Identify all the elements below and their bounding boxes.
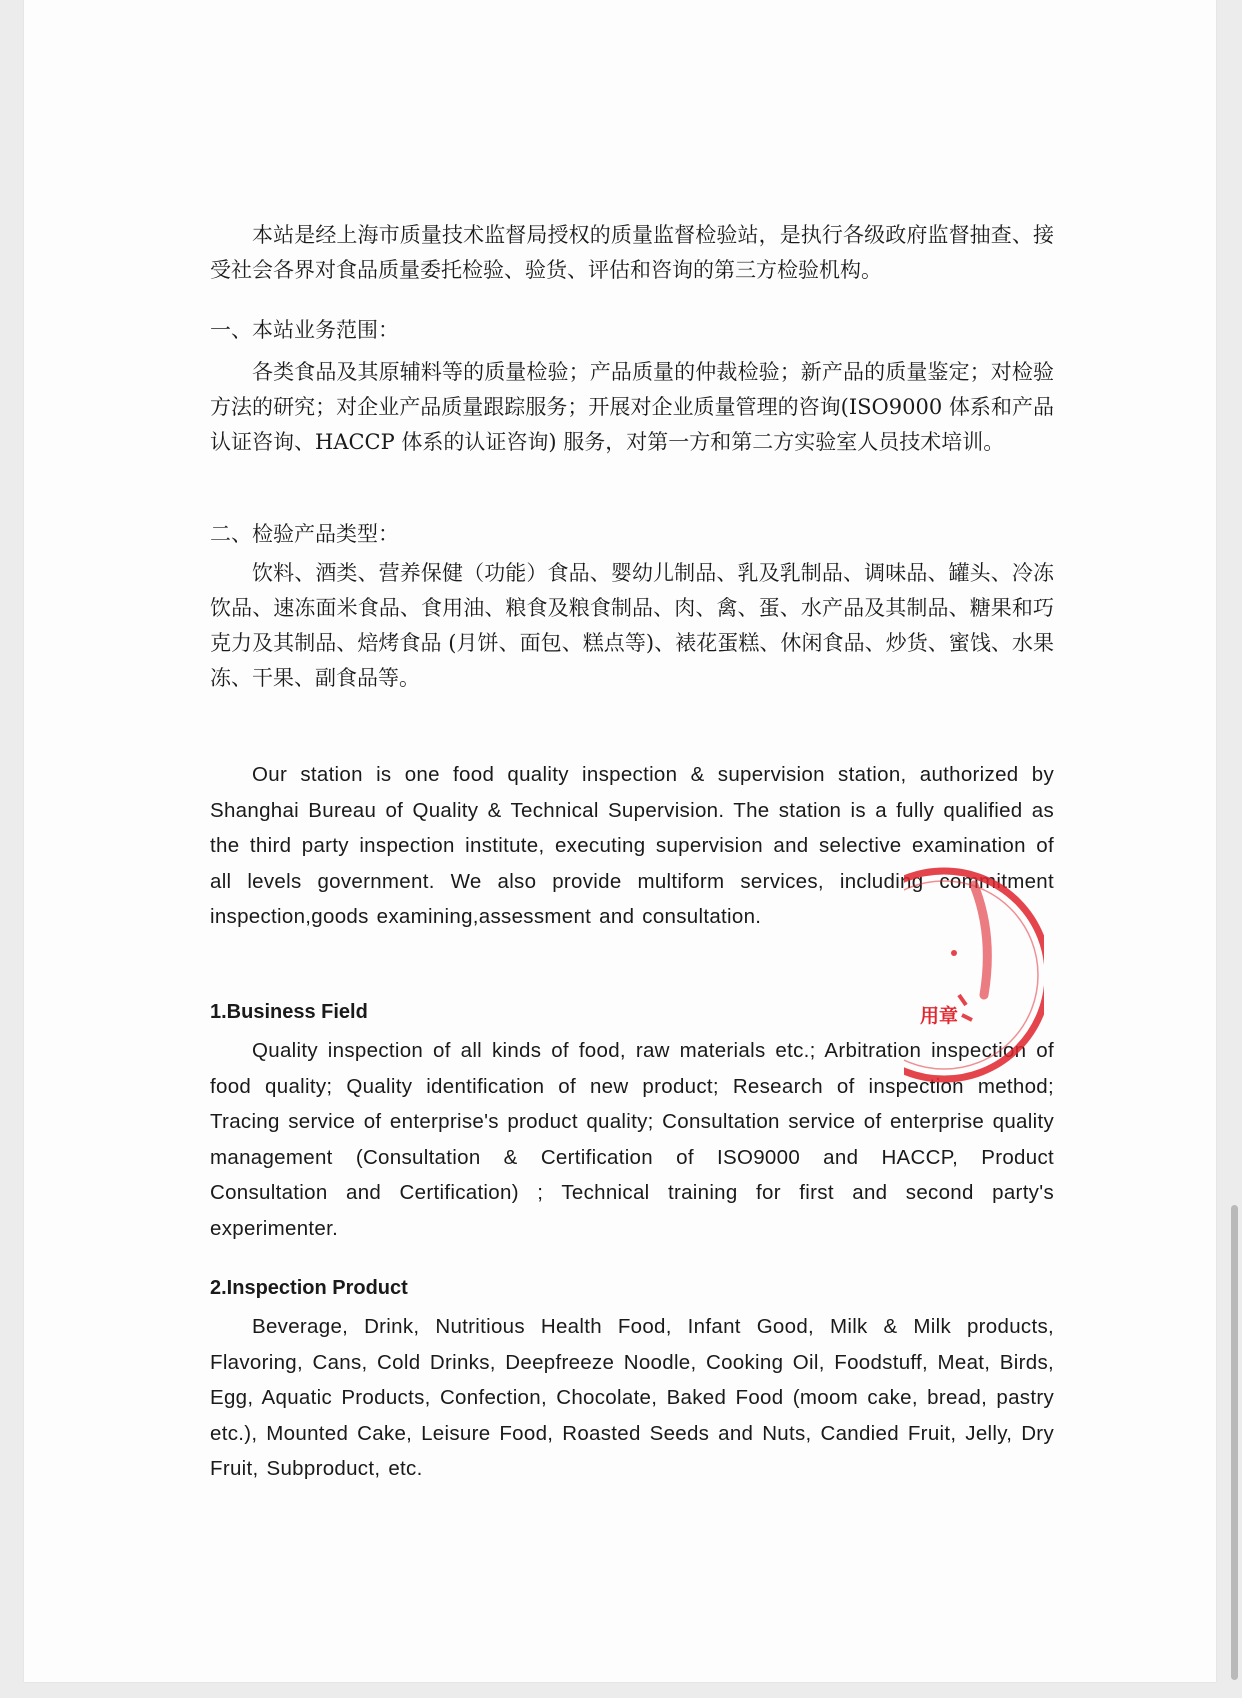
scrollbar[interactable]	[1231, 1205, 1238, 1680]
en-section2-body: Beverage, Drink, Nutritious Health Food, Infant Good, Milk & Milk products, Flavoring, Cans, Cold Drinks, Deepfreeze Noodle, Cooking Oil, Foodstuff, Meat, Birds, Egg, Aquatic Products, Confection, Chocolate, Baked Food (moom cake, bread, pastry etc.), Mounted Cake, Leisure Food, Roasted Seeds and Nuts, Candied Fruit, Jelly, Dry Fruit, Subproduct, etc.	[210, 1315, 1054, 1480]
zh-section1-title: 一、本站业务范围：	[210, 318, 399, 342]
en-section1-body: Quality inspection of all kinds of food, raw materials etc.; Arbitration inspection of food quality; Quality identification of new product; Research of inspection method; Tracing service of enterprise's product quality; Consultation service of enterprise quality management (Consultation & Certification of ISO9000 and HACCP, Product Consultation and Certification) ; Technical training for first and second party's experimenter.	[210, 1039, 1054, 1240]
en-section2-title: 2.Inspection Product	[210, 1277, 408, 1299]
official-seal	[904, 845, 1164, 1105]
seal-icon	[904, 845, 1164, 1105]
zh-section2-title: 二、检验产品类型：	[210, 522, 399, 546]
zh-section2-body: 饮料、酒类、营养保健（功能）食品、婴幼儿制品、乳及乳制品、调味品、罐头、冷冻饮品、速冻面米食品、食用油、粮食及粮食制品、肉、禽、蛋、水产品及其制品、糖果和巧克力及其制品、焙烤食品 (月饼、面包、糕点等)、裱花蛋糕、休闲食品、炒货、蜜饯、水果冻、干果、副食品等。	[210, 561, 1054, 690]
en-intro: Our station is one food quality inspection & supervision station, authorized by Shanghai Bureau of Quality & Technical Supervision. The station is a fully qualified as the third party inspection institute, executing supervision and selective examination of all levels government. We also provide multiform services, including commitment inspection,goods examining,assessment and consultation.	[210, 763, 1054, 928]
document-page	[24, 0, 1216, 1682]
zh-intro: 本站是经上海市质量技术监督局授权的质量监督检验站，是执行各级政府监督抽查、接受社会各界对食品质量委托检验、验货、评估和咨询的第三方检验机构。	[210, 223, 1054, 282]
zh-section1-body: 各类食品及其原辅料等的质量检验；产品质量的仲裁检验；新产品的质量鉴定；对检验方法的研究；对企业产品质量跟踪服务；开展对企业质量管理的咨询(ISO9000 体系和产品认证咨询、HACCP 体系的认证咨询) 服务，对第一方和第二方实验室人员技术培训。	[210, 360, 1054, 454]
en-section1-title: 1.Business Field	[210, 1001, 368, 1023]
seal-text: 用章	[920, 1005, 959, 1027]
